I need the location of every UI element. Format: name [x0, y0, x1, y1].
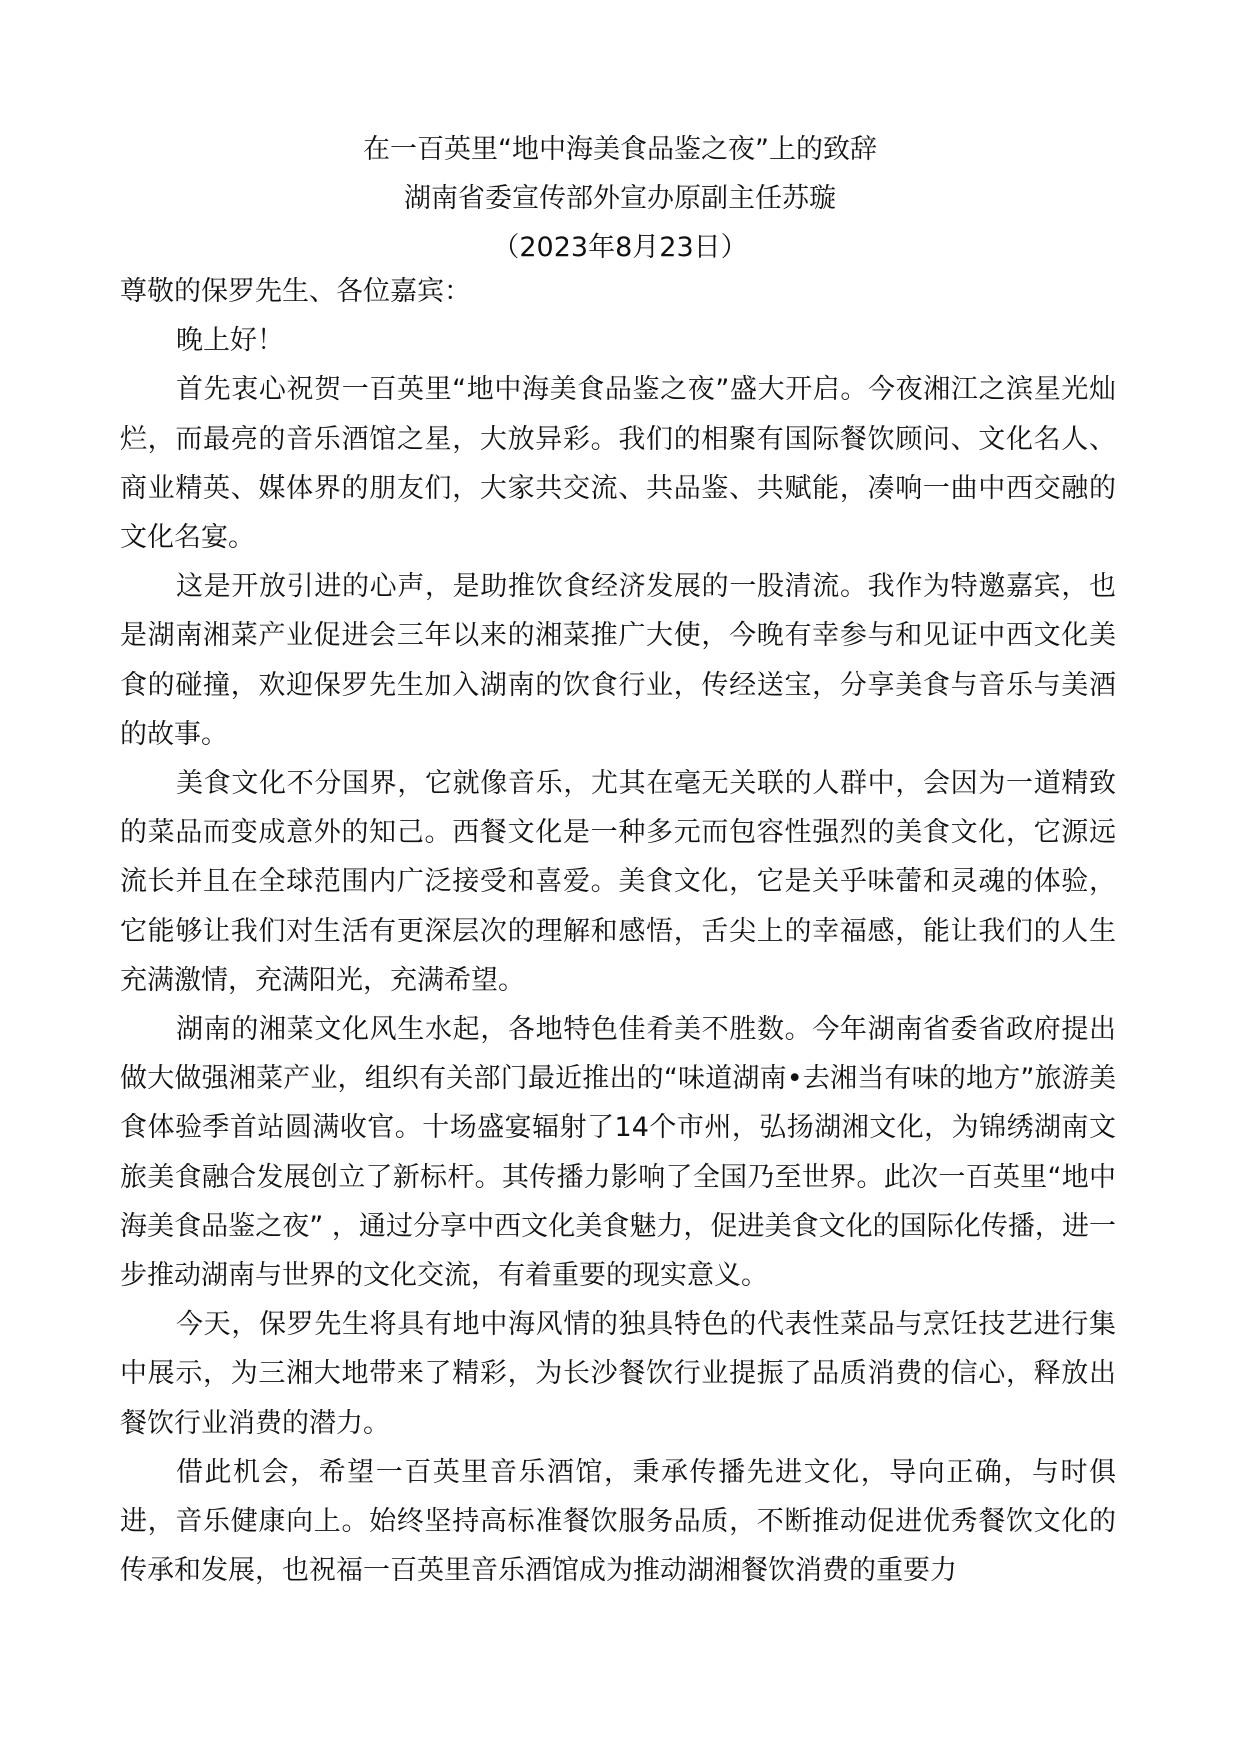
paragraph-opening: 首先衷心祝贺一百英里“地中海美食品鉴之夜”盛大开启。今夜湘江之滨星光灿烂，而最亮的音乐酒馆之星，大放异彩。我们的相聚有国际餐饮顾问、文化名人、商业精英、媒体界的朋友们，大家共交流、共品鉴、共赋能，凑响一曲中西交融的文化名宴。: [120, 374, 1116, 554]
paragraph-open-introduction: 这是开放引进的心声，是助推饮食经济发展的一股清流。我作为特邀嘉宾，也是湖南湘菜产业促进会三年以来的湘菜推广大使，今晚有幸参与和见证中西文化美食的碰撞，欢迎保罗先生加入湖南的饮食行业，传经送宝，分享美食与音乐与美酒的故事。: [120, 571, 1116, 750]
salutation: 尊敬的保罗先生、各位嘉宾：: [120, 276, 471, 307]
paragraph-greeting: 晚上好！: [176, 325, 284, 357]
speaker-line: 湖南省委宣传部外宣办原副主任苏璇: [404, 183, 836, 214]
paragraph-showcase: 今天，保罗先生将具有地中海风情的独具特色的代表性菜品与烹饪技艺进行集中展示，为三湘大地带来了精彩，为长沙餐饮行业提振了品质消费的信心，释放出餐饮行业消费的潜力。: [120, 1309, 1116, 1439]
title-block: [0, 125, 1240, 272]
date-line: （2023年8月23日）: [492, 232, 748, 263]
paragraph-hunan-cuisine: 湖南的湘菜文化风生水起，各地特色佳肴美不胜数。今年湖南省委省政府提出做大做强湘菜产业，组织有关部门最近推出的“味道湖南•去湘当有味的地方”旅游美食体验季首站圆满收官。十场盛宴辐射了14个市州，弘扬湖湘文化，为锦绣湖南文旅美食融合发展创立了新标杆。其传播力影响了全国乃至世界。此次一百英里“地中海美食品鉴之夜” ，通过分享中西文化美食魅力，促进美食文化的国际化传播，进一步推动湖南与世界的文化交流，有着重要的现实意义。: [120, 1014, 1116, 1292]
paragraph-wishes: 借此机会，希望一百英里音乐酒馆，秉承传播先进文化，导向正确，与时俱进，音乐健康向上。始终坚持高标准餐饮服务品质，不断推动促进优秀餐饮文化的传承和发展，也祝福一百英里音乐酒馆成为推动湖湘餐饮消费的重要力: [120, 1456, 1116, 1587]
speech-body: [120, 267, 1116, 1595]
speech-title: 在一百英里“地中海美食品鉴之夜”上的致辞: [363, 134, 877, 165]
paragraph-food-culture: 美食文化不分国界，它就像音乐，尤其在毫无关联的人群中，会因为一道精致的菜品而变成意外的知己。西餐文化是一种多元而包容性强烈的美食文化，它源远流长并且在全球范围内广泛接受和喜爱。美食文化，它是关乎味蕾和灵魂的体验，它能够让我们对生活有更深层次的理解和感悟，舌尖上的幸福感，能让我们的人生充满激情，充满阳光，充满希望。: [120, 768, 1116, 996]
